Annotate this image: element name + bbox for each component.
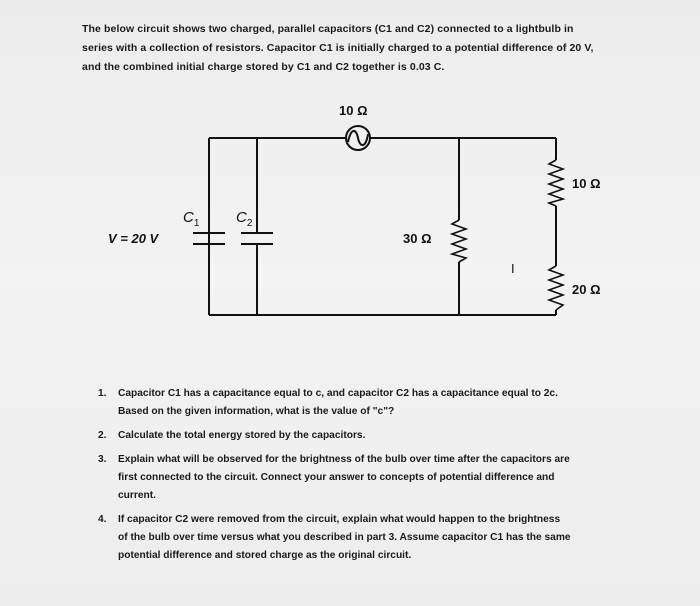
bulb-label: 10 Ω: [339, 103, 368, 118]
c2-label: $C_2$: [236, 209, 253, 229]
question-line: current.: [118, 490, 156, 501]
question-line: Calculate the total energy stored by the capacitors.: [118, 430, 366, 441]
bulb-filament: [348, 131, 368, 145]
question-line: Based on the given information, what is the value of "c"?: [118, 406, 395, 417]
question-line: potential difference and stored charge as the original circuit.: [118, 550, 412, 561]
text-cursor-icon: I: [511, 261, 515, 276]
intro-line: The below circuit shows two charged, parallel capacitors (C1 and C2) connected to a lightbulb in: [82, 23, 574, 35]
question-item: [98, 427, 658, 445]
question-number: 4.: [98, 514, 107, 525]
lightbulb: [346, 126, 370, 150]
intro-line: series with a collection of resistors. Capacitor C1 is initially charged to a potential difference of 20 V,: [82, 42, 594, 54]
intro-line: and the combined initial charge stored by C1 and C2 together is 0.03 C.: [82, 61, 445, 73]
question-number: 1.: [98, 388, 107, 399]
voltage-label: V = 20 V: [108, 231, 159, 246]
question-line: of the bulb over time versus what you described in part 3. Assume capacitor C1 has the same: [118, 532, 571, 543]
resistor-10-ohm: [549, 160, 563, 206]
questions-list: [98, 385, 658, 571]
question-line: Capacitor C1 has a capacitance equal to c, and capacitor C2 has a capacitance equal to 2c.: [118, 388, 558, 399]
resistor-20-label: 20 Ω: [572, 282, 601, 297]
resistor-20-ohm: [549, 266, 563, 310]
question-item: [98, 385, 658, 421]
question-item: [98, 451, 658, 505]
question-line: Explain what will be observed for the brightness of the bulb over time after the capacitors are: [118, 454, 570, 465]
question-number: 2.: [98, 430, 107, 441]
resistor-30-ohm: [452, 220, 466, 262]
resistor-30-label: 30 Ω: [403, 231, 432, 246]
question-item: [98, 511, 658, 565]
question-line: first connected to the circuit. Connect your answer to concepts of potential difference and: [118, 472, 555, 483]
question-number: 3.: [98, 454, 107, 465]
c1-label: $C_1$: [183, 209, 200, 229]
resistor-10-label: 10 Ω: [572, 176, 601, 191]
question-line: If capacitor C2 were removed from the circuit, explain what would happen to the brightness: [118, 514, 561, 525]
